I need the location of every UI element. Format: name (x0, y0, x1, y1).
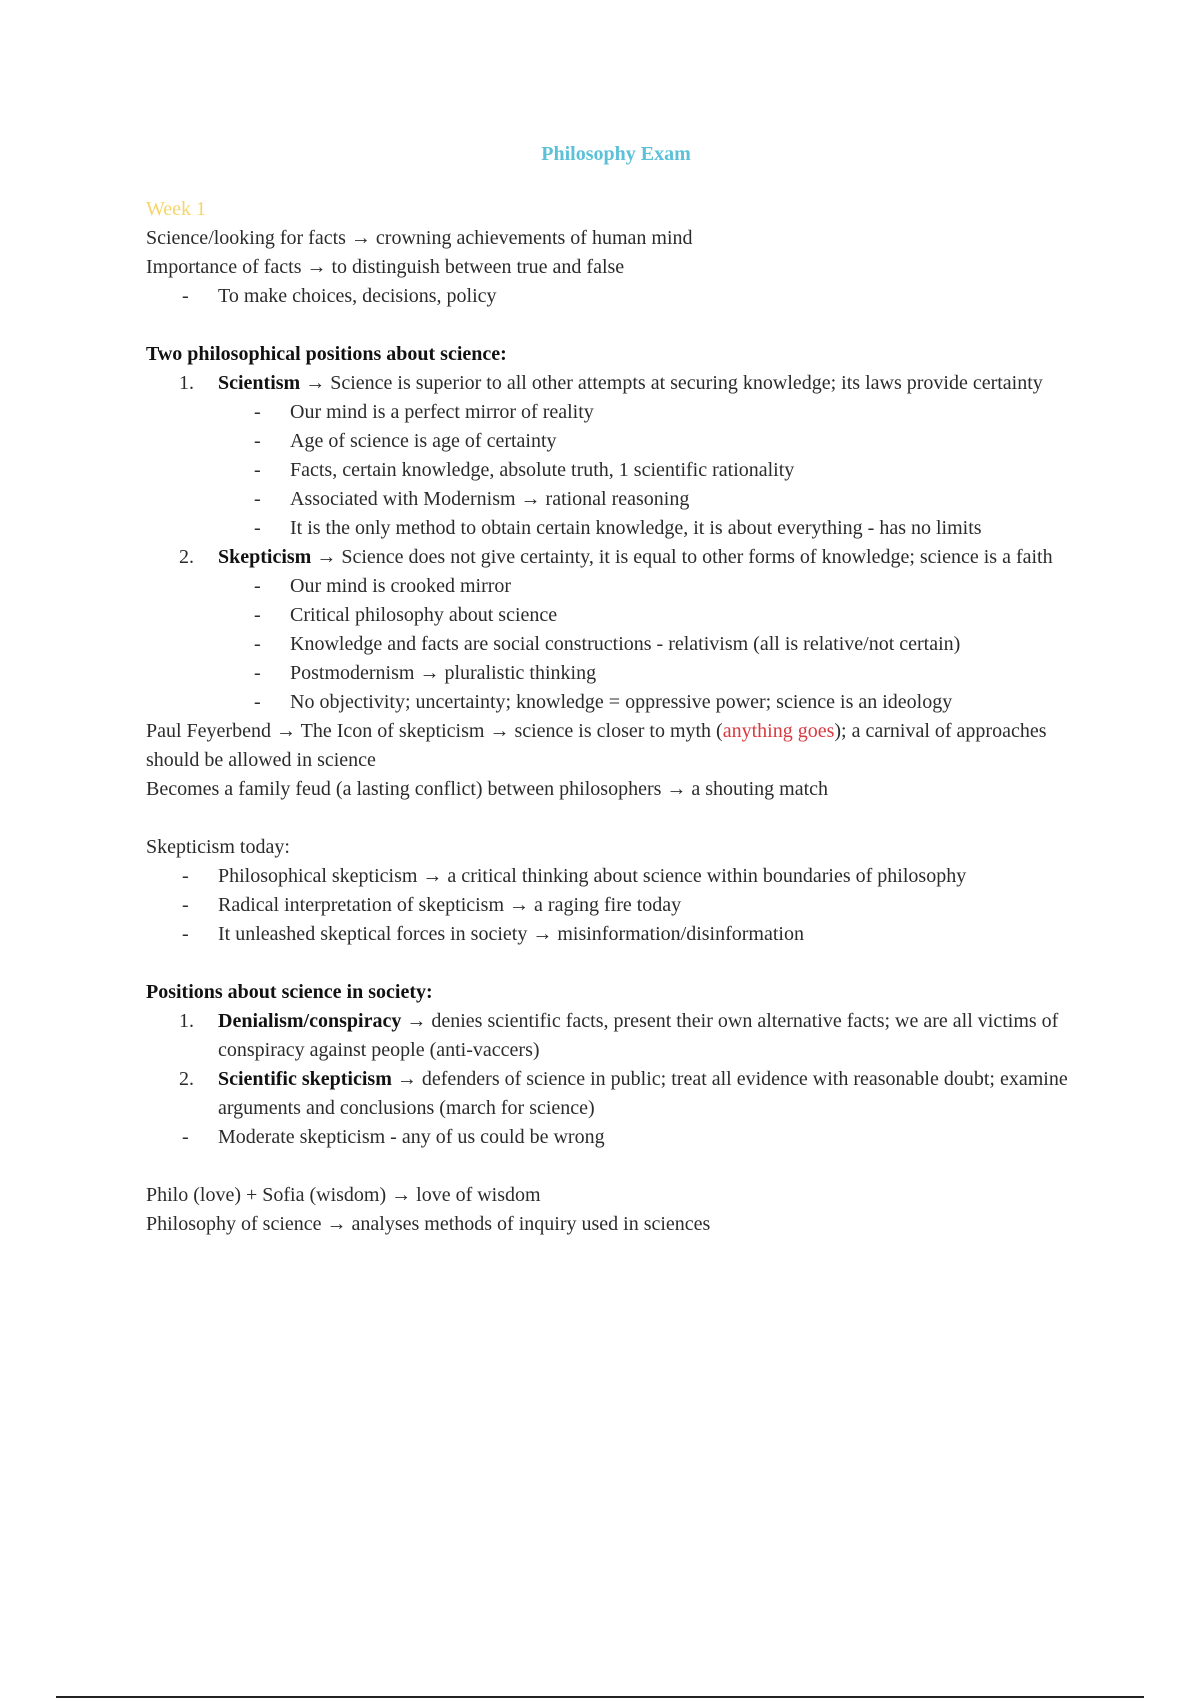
list-number: 2. (179, 1068, 194, 1090)
skepticism-text: → Science does not give certainty, it is equal to other forms of knowledge; science is a faith (311, 546, 1053, 568)
page-title: Philosophy Exam (541, 143, 691, 165)
bullet-dash: - (182, 1126, 189, 1148)
list-item (146, 630, 1086, 659)
list-number: 1. (179, 372, 194, 394)
bullet-text: Moderate skepticism - any of us could be wrong (218, 1126, 605, 1148)
scientism-text: → Science is superior to all other attempts at securing knowledge; its laws provide certainty (300, 372, 1043, 394)
footer-rule (56, 1696, 1144, 1698)
list-number: 2. (179, 546, 194, 568)
feud-line: Becomes a family feud (a lasting conflict) between philosophers → a shouting match (146, 778, 829, 800)
list-item (146, 659, 1086, 688)
list-item (146, 891, 1086, 920)
bullet-text: Our mind is a perfect mirror of reality (290, 401, 594, 423)
scientism-term: Scientism (218, 372, 301, 394)
bullet-text: It unleashed skeptical forces in society → misinformation/disinformation (218, 923, 804, 945)
closing-line-2: Philosophy of science → analyses methods of inquiry used in sciences (146, 1213, 711, 1235)
list-item (146, 485, 1086, 514)
closing-line-1: Philo (love) + Sofia (wisdom) → love of wisdom (146, 1184, 541, 1206)
bullet-dash: - (182, 923, 189, 945)
denialism-text: → denies scientific facts, present their own alternative facts; we are all victims of conspiracy against people (anti-vaccers) (218, 1010, 1059, 1061)
skepticism-term: Skepticism (218, 546, 312, 568)
bullet-text: No objectivity; uncertainty; knowledge = oppressive power; science is an ideology (290, 691, 953, 713)
list-item (146, 456, 1086, 485)
bullet-dash: - (254, 691, 261, 713)
document-page (146, 140, 1086, 1239)
intro-line-1: Science/looking for facts → crowning achievements of human mind (146, 227, 693, 249)
bullet-text: Facts, certain knowledge, absolute truth, 1 scientific rationality (290, 459, 795, 481)
society-heading: Positions about science in society: (146, 981, 433, 1003)
list-item (146, 1123, 1086, 1152)
feyerabend-text-end: ); a carnival of approaches should be allowed in science (146, 720, 1047, 771)
bullet-text: Critical philosophy about science (290, 604, 558, 626)
list-item (146, 572, 1086, 601)
bullet-dash: - (254, 401, 261, 423)
bullet-dash: - (254, 517, 261, 539)
bullet-text: Radical interpretation of skepticism → a raging fire today (218, 894, 682, 916)
bullet-text: Our mind is crooked mirror (290, 575, 512, 597)
denialism-term: Denialism/conspiracy (218, 1010, 402, 1032)
list-item (146, 920, 1086, 949)
positions-heading: Two philosophical positions about science: (146, 343, 507, 365)
bullet-text: It is the only method to obtain certain knowledge, it is about everything - has no limits (290, 517, 982, 539)
bullet-text: Postmodernism → pluralistic thinking (290, 662, 597, 684)
intro-bullet (146, 282, 1086, 311)
bullet-text: Associated with Modernism → rational reasoning (290, 488, 690, 510)
scientific-skepticism-text: → defenders of science in public; treat all evidence with reasonable doubt; examine arguments and conclusions (march for science) (218, 1068, 1068, 1119)
list-item (146, 398, 1086, 427)
anything-goes-highlight: anything goes (722, 720, 835, 742)
scientific-skepticism-item (146, 1065, 1086, 1123)
bullet-text: Knowledge and facts are social constructions - relativism (all is relative/not certain) (290, 633, 961, 655)
feyerabend-text: Paul Feyerbend → The Icon of skepticism → science is closer to myth ( (146, 720, 723, 742)
skepticism-item (146, 543, 1086, 572)
list-item (146, 514, 1086, 543)
scientism-item (146, 369, 1086, 398)
list-number: 1. (179, 1010, 194, 1032)
today-heading: Skepticism today: (146, 836, 290, 858)
scientific-skepticism-term: Scientific skepticism (218, 1068, 392, 1090)
bullet-dash: - (254, 662, 261, 684)
bullet-dash: - (254, 459, 261, 481)
bullet-dash: - (254, 633, 261, 655)
week-heading: Week 1 (146, 198, 207, 220)
bullet-dash: - (182, 285, 189, 307)
list-item (146, 688, 1086, 717)
bullet-dash: - (182, 894, 189, 916)
bullet-dash: - (254, 604, 261, 626)
feyerabend-paragraph (146, 717, 1086, 775)
bullet-dash: - (254, 575, 261, 597)
bullet-dash: - (254, 488, 261, 510)
bullet-dash: - (182, 865, 189, 887)
bullet-text: Philosophical skepticism → a critical thinking about science within boundaries of philosophy (218, 865, 967, 887)
intro-line-2: Importance of facts → to distinguish between true and false (146, 256, 625, 278)
bullet-text: Age of science is age of certainty (290, 430, 557, 452)
intro-bullet-text: To make choices, decisions, policy (218, 285, 497, 307)
list-item (146, 601, 1086, 630)
list-item (146, 862, 1086, 891)
denialism-item (146, 1007, 1086, 1065)
list-item (146, 427, 1086, 456)
bullet-dash: - (254, 430, 261, 452)
